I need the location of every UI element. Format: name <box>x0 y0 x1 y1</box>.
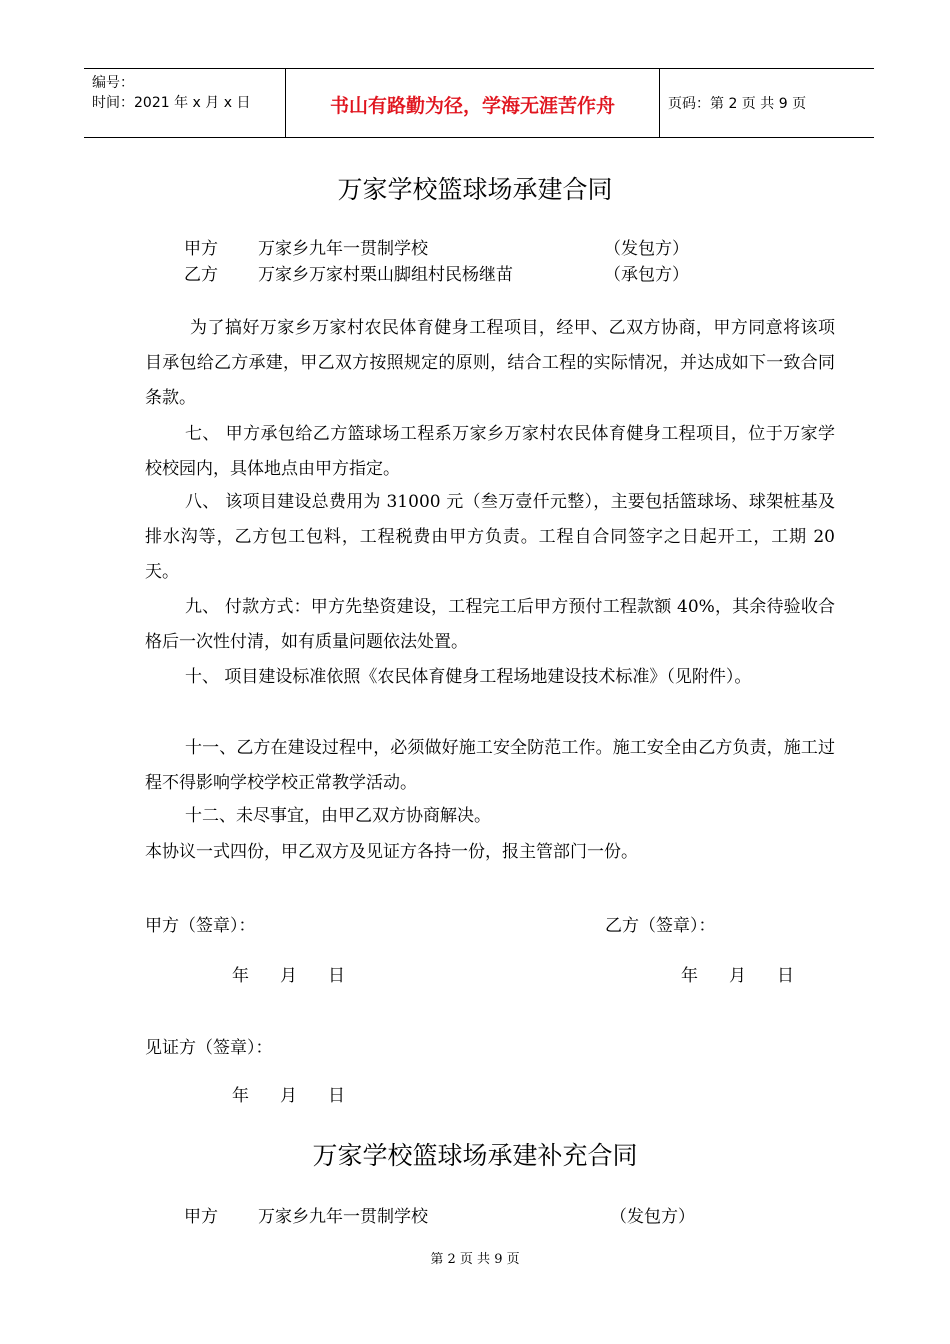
supplement-party-a-role: 甲方 <box>184 1207 218 1227</box>
header-meta <box>92 73 250 113</box>
clause-paragraph: 十、 项目建设标准依照《农民体育健身工程场地建设技术标准》（见附件）。 <box>185 667 752 687</box>
date-month: 月 <box>280 966 297 986</box>
supplement-party-a-name: 万家乡九年一贯制学校 <box>258 1207 428 1227</box>
party-a-tag: （发包方） <box>604 239 689 259</box>
date-day: 日 <box>328 1086 345 1106</box>
party-b-name: 万家乡万家村栗山脚组村民杨继苗 <box>258 265 513 285</box>
closing-statement: 本协议一式四份，甲乙双方及见证方各持一份，报主管部门一份。 <box>145 842 638 862</box>
party-b-signature-label: 乙方（签章）： <box>605 916 716 936</box>
clause-paragraph: 十二、未尽事宜，由甲乙双方协商解决。 <box>185 806 491 826</box>
party-a-role: 甲方 <box>184 239 218 259</box>
header-page-number: 页码：第 2 页 共 9 页 <box>668 96 807 112</box>
party-b-role: 乙方 <box>184 265 218 285</box>
document-number-label: 编号： <box>92 75 134 91</box>
party-a-date <box>232 961 345 986</box>
date-year: 年 <box>232 966 249 986</box>
page-header <box>84 68 874 138</box>
clause-paragraph: 八、 该项目建设总费用为 31000 元（叁万壹仟元整），主要包括篮球场、球架桩基及排水沟等，乙方包工包料，工程税费由甲方负责。工程自合同签字之日起开工，工期 20 天。 <box>145 492 835 582</box>
witness-signature-label: 见证方（签章）： <box>145 1038 273 1058</box>
supplement-party-a-tag: （发包方） <box>610 1207 695 1227</box>
date-year: 年 <box>681 966 698 986</box>
header-divider <box>659 69 660 137</box>
intro-paragraph: 为了搞好万家乡万家村农民体育健身工程项目，经甲、乙双方协商，甲方同意将该项目承包给乙方承建，甲乙双方按照规定的原则，结合工程的实际情况，并达成如下一致合同条款。 <box>145 318 835 408</box>
header-motto: 书山有路勤为径，学海无涯苦作舟 <box>329 95 615 117</box>
clause-paragraph: 七、 甲方承包给乙方篮球场工程系万家乡万家村农民体育健身工程项目，位于万家学校校园内，具体地点由甲方指定。 <box>145 424 835 479</box>
date-day: 日 <box>777 966 794 986</box>
party-a-name: 万家乡九年一贯制学校 <box>258 239 428 259</box>
date-month: 月 <box>280 1086 297 1106</box>
party-b-date <box>681 961 794 986</box>
witness-date <box>232 1081 345 1106</box>
party-a-signature-label: 甲方（签章）： <box>145 916 256 936</box>
document-time-label: 时间：2021 年 x 月 x 日 <box>92 95 251 111</box>
supplementary-contract-title: 万家学校篮球场承建补充合同 <box>312 1141 638 1170</box>
date-year: 年 <box>232 1086 249 1106</box>
date-day: 日 <box>328 966 345 986</box>
date-month: 月 <box>729 966 746 986</box>
party-b-tag: （承包方） <box>604 265 689 285</box>
clause-paragraph: 九、 付款方式：甲方先垫资建设，工程完工后甲方预付工程款额 40%，其余待验收合格后一次性付清，如有质量问题依法处置。 <box>145 597 835 652</box>
contract-title: 万家学校篮球场承建合同 <box>337 175 613 204</box>
clause-paragraph: 十一、乙方在建设过程中，必须做好施工安全防范工作。施工安全由乙方负责，施工过程不得影响学校学校正常教学活动。 <box>145 738 835 793</box>
page-footer: 第 2 页 共 9 页 <box>430 1252 520 1267</box>
